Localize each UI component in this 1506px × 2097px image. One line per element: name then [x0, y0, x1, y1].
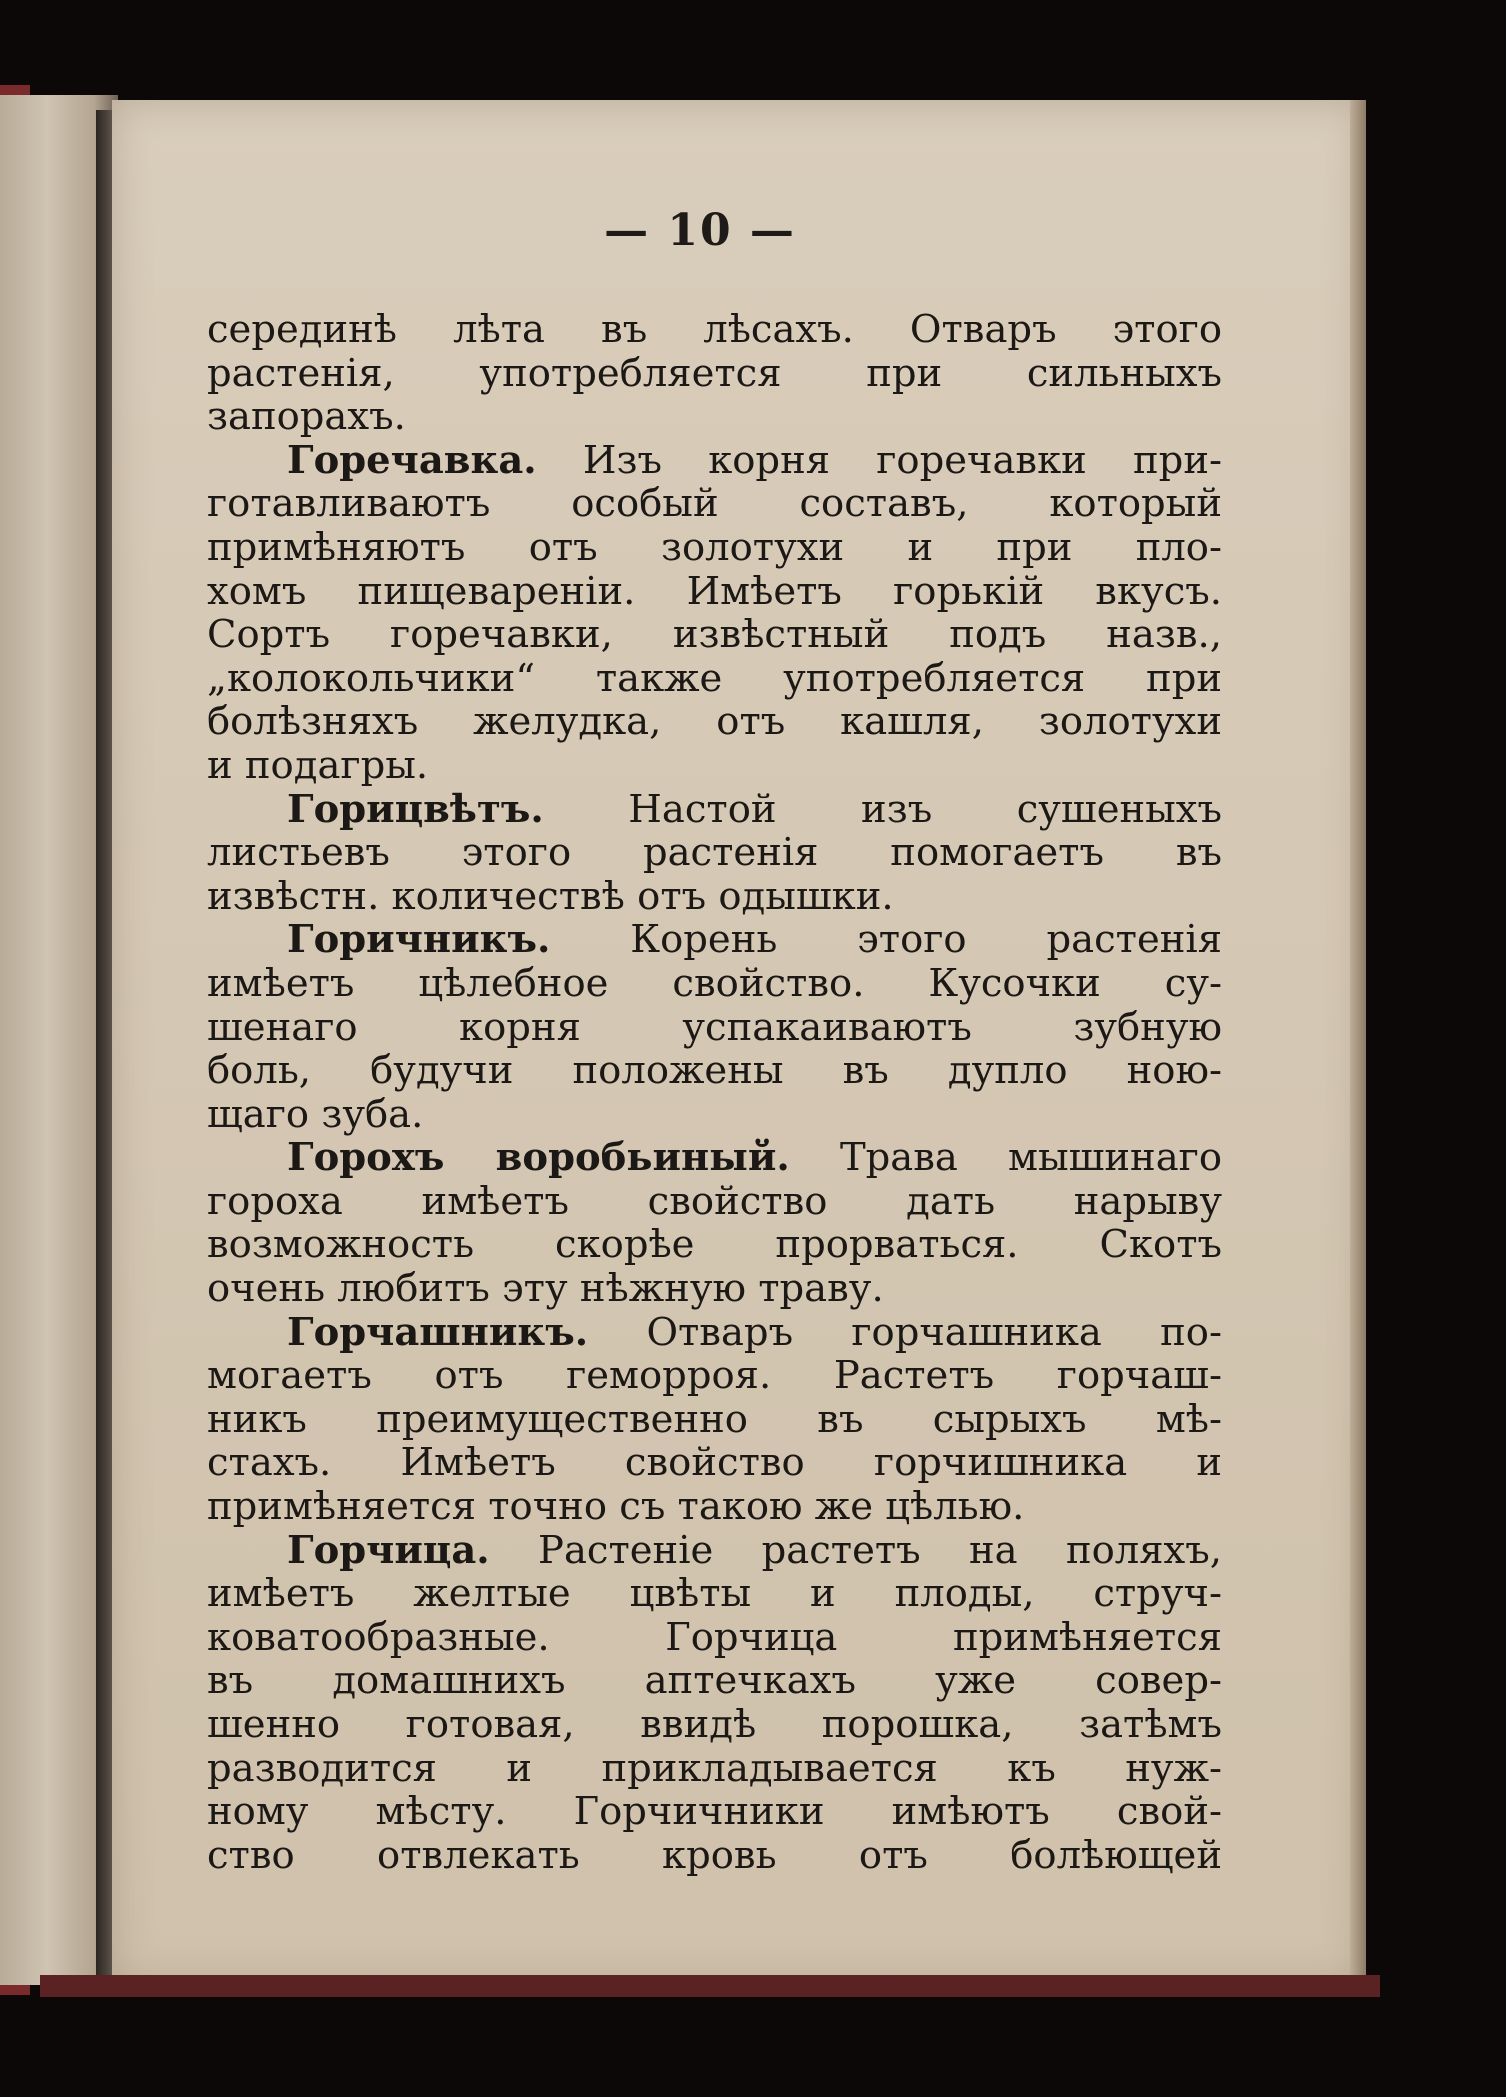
cover-bottom-edge: [40, 1975, 1380, 1997]
text-line: [207, 1441, 1222, 1485]
text-line: [207, 1223, 1222, 1267]
line-text: примѣняется точно съ такою же цѣлью.: [207, 1485, 1025, 1529]
entry-first-line: [207, 1311, 1222, 1355]
entry-term: Горечавка.: [287, 438, 537, 483]
line-text: Изъ корня горечавки при-: [536, 438, 1222, 483]
entry-term: Горичникъ.: [287, 918, 551, 962]
text-line: [207, 613, 1222, 657]
line-text: щаго зуба.: [207, 1092, 424, 1137]
line-text: разводится и прикладывается къ нуж-: [207, 1746, 1222, 1791]
entry-first-line: [207, 1136, 1222, 1180]
text-line: [207, 526, 1222, 570]
entry-term: Горицвѣтъ.: [287, 787, 544, 832]
line-text: листьевъ этого растенія помогаетъ въ: [207, 831, 1222, 875]
line-text: Отваръ горчашника по-: [588, 1310, 1222, 1355]
line-text: и подагры.: [207, 743, 429, 788]
line-text: Настой изъ сушеныхъ: [543, 787, 1222, 832]
line-text: болѣзняхъ желудка, отъ кашля, золотухи: [207, 700, 1222, 744]
line-text: возможность скорѣе прорваться. Скотъ: [207, 1223, 1222, 1268]
text-line: [207, 1267, 1222, 1311]
text-line: [207, 657, 1222, 701]
line-text: готавливаютъ особый составъ, который: [207, 482, 1222, 526]
text-line: [207, 1398, 1222, 1442]
entry-first-line: [207, 788, 1222, 832]
line-text: серединѣ лѣта въ лѣсахъ. Отваръ этого: [207, 308, 1222, 352]
line-text: въ домашнихъ аптечкахъ уже совер-: [207, 1659, 1222, 1703]
text-line: [207, 482, 1222, 526]
line-text: имѣетъ цѣлебное свойство. Кусочки су-: [207, 961, 1222, 1006]
line-text: никъ преимущественно въ сырыхъ мѣ-: [207, 1397, 1222, 1442]
line-text: могаетъ отъ геморроя. Растетъ горчаш-: [207, 1354, 1222, 1398]
line-text: Трава мышинаго: [789, 1136, 1222, 1180]
line-text: запорахъ.: [207, 395, 406, 439]
body-text: [207, 308, 1222, 1877]
text-line: [207, 1049, 1222, 1093]
text-line: [207, 1485, 1222, 1529]
line-text: боль, будучи положены въ дупло ною-: [207, 1049, 1222, 1093]
text-line: [207, 831, 1222, 875]
text-line: [207, 352, 1222, 396]
text-line: [207, 1006, 1222, 1050]
text-line: [207, 1572, 1222, 1616]
text-line: [207, 1180, 1222, 1224]
line-text: ному мѣсту. Горчичники имѣютъ свой-: [207, 1790, 1222, 1834]
entry-first-line: [207, 1529, 1222, 1573]
page-number: — 10 —: [604, 205, 796, 256]
line-text: ство отвлекать кровь отъ болѣющей: [207, 1833, 1222, 1878]
entry-first-line: [207, 439, 1222, 483]
line-text: хомъ пищевареніи. Имѣетъ горькій вкусъ.: [207, 569, 1222, 614]
line-text: шенно готовая, ввидѣ порошка, затѣмъ: [207, 1703, 1222, 1747]
entry-term: Горчашникъ.: [287, 1310, 589, 1355]
line-text: имѣетъ желтые цвѣты и плоды, струч-: [207, 1572, 1222, 1616]
line-text: „колокольчики“ также употребляется при: [207, 656, 1222, 701]
entry-first-line: [207, 918, 1222, 962]
line-text: коватообразные. Горчица примѣняется: [207, 1615, 1222, 1660]
text-line: [207, 1659, 1222, 1703]
text-line: [207, 1703, 1222, 1747]
line-text: примѣняютъ отъ золотухи и при пло-: [207, 525, 1222, 570]
text-line: [207, 1834, 1222, 1878]
text-line: [207, 1747, 1222, 1791]
line-text: извѣстн. количествѣ отъ одышки.: [207, 874, 894, 919]
line-text: стахъ. Имѣетъ свойство горчишника и: [207, 1441, 1222, 1486]
line-text: Сортъ горечавки, извѣстный подъ назв.,: [207, 613, 1222, 657]
line-text: Корень этого растенія: [550, 918, 1222, 962]
text-line: [207, 1616, 1222, 1660]
line-text: Растеніе растетъ на поляхъ,: [489, 1528, 1222, 1573]
text-line: [207, 1354, 1222, 1398]
line-text: растенія, употребляется при сильныхъ: [207, 351, 1222, 396]
text-line: [207, 875, 1222, 919]
page-edge: [1350, 100, 1366, 1985]
text-line: [207, 962, 1222, 1006]
line-text: очень любитъ эту нѣжную траву.: [207, 1267, 884, 1311]
text-line: [207, 308, 1222, 352]
text-line: [207, 744, 1222, 788]
line-text: шенаго корня успакаиваютъ зубную: [207, 1005, 1222, 1050]
entry-term: Горохъ воробьиный.: [287, 1136, 790, 1180]
text-line: [207, 700, 1222, 744]
text-line: [207, 1093, 1222, 1137]
text-line: [207, 395, 1222, 439]
text-line: [207, 570, 1222, 614]
text-line: [207, 1790, 1222, 1834]
entry-term: Горчица.: [287, 1528, 490, 1573]
line-text: гороха имѣетъ свойство дать нарыву: [207, 1179, 1222, 1224]
